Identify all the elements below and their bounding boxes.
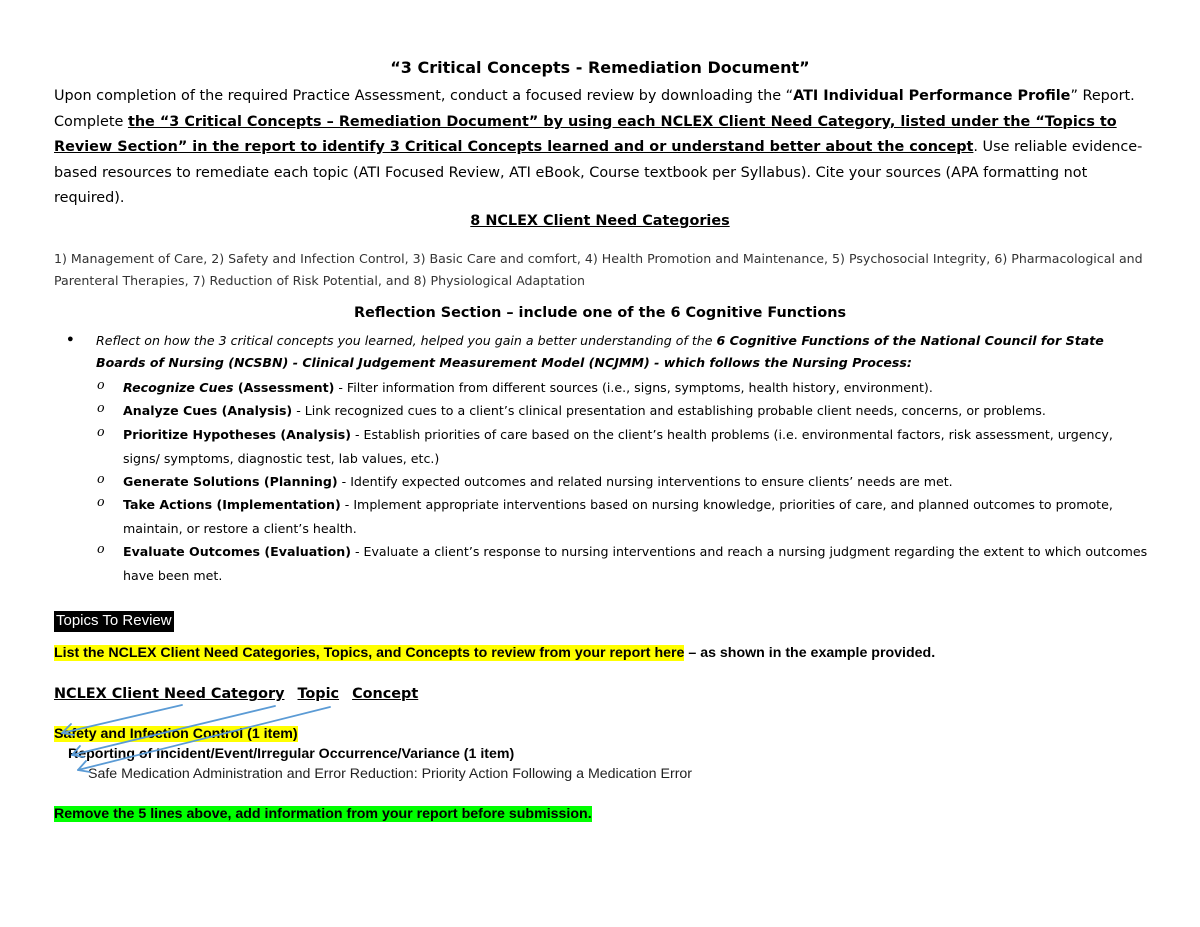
function-term: Take Actions xyxy=(123,497,213,512)
header-concept: Concept xyxy=(352,686,419,702)
remove-notice xyxy=(54,806,592,822)
function-phase: (Analysis) xyxy=(217,403,293,418)
topics-to-review-label: Topics To Review xyxy=(54,611,174,632)
example-headers xyxy=(54,686,426,702)
reflection-bullet-text: Reflect on how the 3 critical concepts you learned, helped you gain a better understanding of the xyxy=(96,333,717,348)
function-description: - Link recognized cues to a client’s clinical presentation and establishing probable client needs, concerns, or problems. xyxy=(292,403,1046,418)
function-phase: (Evaluation) xyxy=(260,544,351,559)
reflection-heading: Reflection Section – include one of the 6 Cognitive Functions xyxy=(353,305,847,321)
list-marker: o xyxy=(97,424,105,439)
cognitive-function-item xyxy=(123,399,1153,423)
categories-list: 1) Management of Care, 2) Safety and Infection Control, 3) Basic Care and comfort, 4) Health Promotion and Maintenance, 5) Psychosocial Integrity, 6) Pharmacological and Parenteral Therapies, 7) Reduction of Risk Potential, and 8) Physiological Adaptation xyxy=(54,251,1143,288)
reflection-bullet-bold: 6 Cognitive Functions of the National Council for State Boards of Nursing (NCSBN) - Clinical Judgement Measurement Model (NCJMM) - which follows the Nursing Process: xyxy=(96,333,1104,370)
function-description: - Evaluate a client’s response to nursing interventions and reach a nursing judgment regarding the extent to which outcomes have been met. xyxy=(123,544,1148,583)
function-phase: (Analysis) xyxy=(276,427,351,442)
header-topic: Topic xyxy=(297,686,340,702)
intro-text-1-end: ” Report. xyxy=(1070,88,1135,104)
function-phase: (Implementation) xyxy=(212,497,341,512)
function-description: - Identify expected outcomes and related nursing interventions to ensure clients’ needs are met. xyxy=(337,474,953,489)
function-description: - Establish priorities of care based on the client’s health problems (i.e. environmental factors, risk assessment, urgency, signs/ symptoms, diagnostic test, lab values, etc.) xyxy=(123,427,1113,466)
list-instruction-highlight: List the NCLEX Client Need Categories, Topics, and Concepts to review from your report here xyxy=(54,645,685,661)
list-marker: o xyxy=(97,541,105,556)
example-topic: Reporting of Incident/Event/Irregular Occurrence/Variance (1 item) xyxy=(68,746,515,762)
list-instruction-rest: – as shown in the example provided. xyxy=(684,645,936,661)
function-description: - Implement appropriate interventions based on nursing knowledge, priorities of care, and planned outcomes to promote, maintain, or restore a client’s health. xyxy=(123,497,1113,536)
cognitive-function-item xyxy=(123,376,1153,400)
intro-instructions-underlined: the “3 Critical Concepts – Remediation Document” by using each NCLEX Client Need Category, listed under the “Topics to Review Section” in the report to identify 3 Critical Concepts learned and or understand better about the concept xyxy=(54,113,1117,156)
list-marker: o xyxy=(97,400,105,415)
intro-report-name: ATI Individual Performance Profile xyxy=(793,88,1071,104)
intro-text-2-end: . Use reliable evidence-based resources to remediate each topic (ATI Focused Review, ATI eBook, Course textbook per Syllabus). Cite your sources (APA formatting not required). xyxy=(54,139,1143,207)
header-category: NCLEX Client Need Category xyxy=(54,686,285,702)
example-category: Safety and Infection Control (1 item) xyxy=(54,726,298,742)
function-term: Generate Solutions xyxy=(123,474,260,489)
cognitive-function-item xyxy=(123,423,1153,470)
list-marker: o xyxy=(97,471,105,486)
function-phase: (Planning) xyxy=(259,474,338,489)
bullet-marker: ● xyxy=(67,333,74,345)
document-title: “3 Critical Concepts - Remediation Document” xyxy=(390,58,810,77)
intro-text-1: Upon completion of the required Practice Assessment, conduct a focused review by downloading the “ xyxy=(54,88,794,104)
list-instruction xyxy=(54,645,935,661)
categories-heading: 8 NCLEX Client Need Categories xyxy=(470,213,730,229)
list-marker: o xyxy=(97,494,105,509)
cognitive-function-item xyxy=(123,470,1153,494)
function-term: Evaluate Outcomes xyxy=(123,544,261,559)
function-term: Prioritize Hypotheses xyxy=(123,427,277,442)
intro-paragraph xyxy=(54,84,1154,212)
function-term: Analyze Cues xyxy=(123,403,218,418)
reflection-bullet xyxy=(96,330,1146,374)
remove-notice-text: Remove the 5 lines above, add information from your report before submission. xyxy=(54,806,592,822)
cognitive-function-item xyxy=(123,540,1153,587)
example-concept: Safe Medication Administration and Error Reduction: Priority Action Following a Medication Error xyxy=(88,766,693,782)
function-description: - Filter information from different sources (i.e., signs, symptoms, health history, environment). xyxy=(334,380,933,395)
cognitive-function-item xyxy=(123,493,1153,540)
function-term: Recognize Cues xyxy=(123,380,234,395)
intro-text-2: Complete xyxy=(54,113,128,130)
function-phase: (Assessment) xyxy=(233,380,335,395)
list-marker: o xyxy=(97,377,105,392)
